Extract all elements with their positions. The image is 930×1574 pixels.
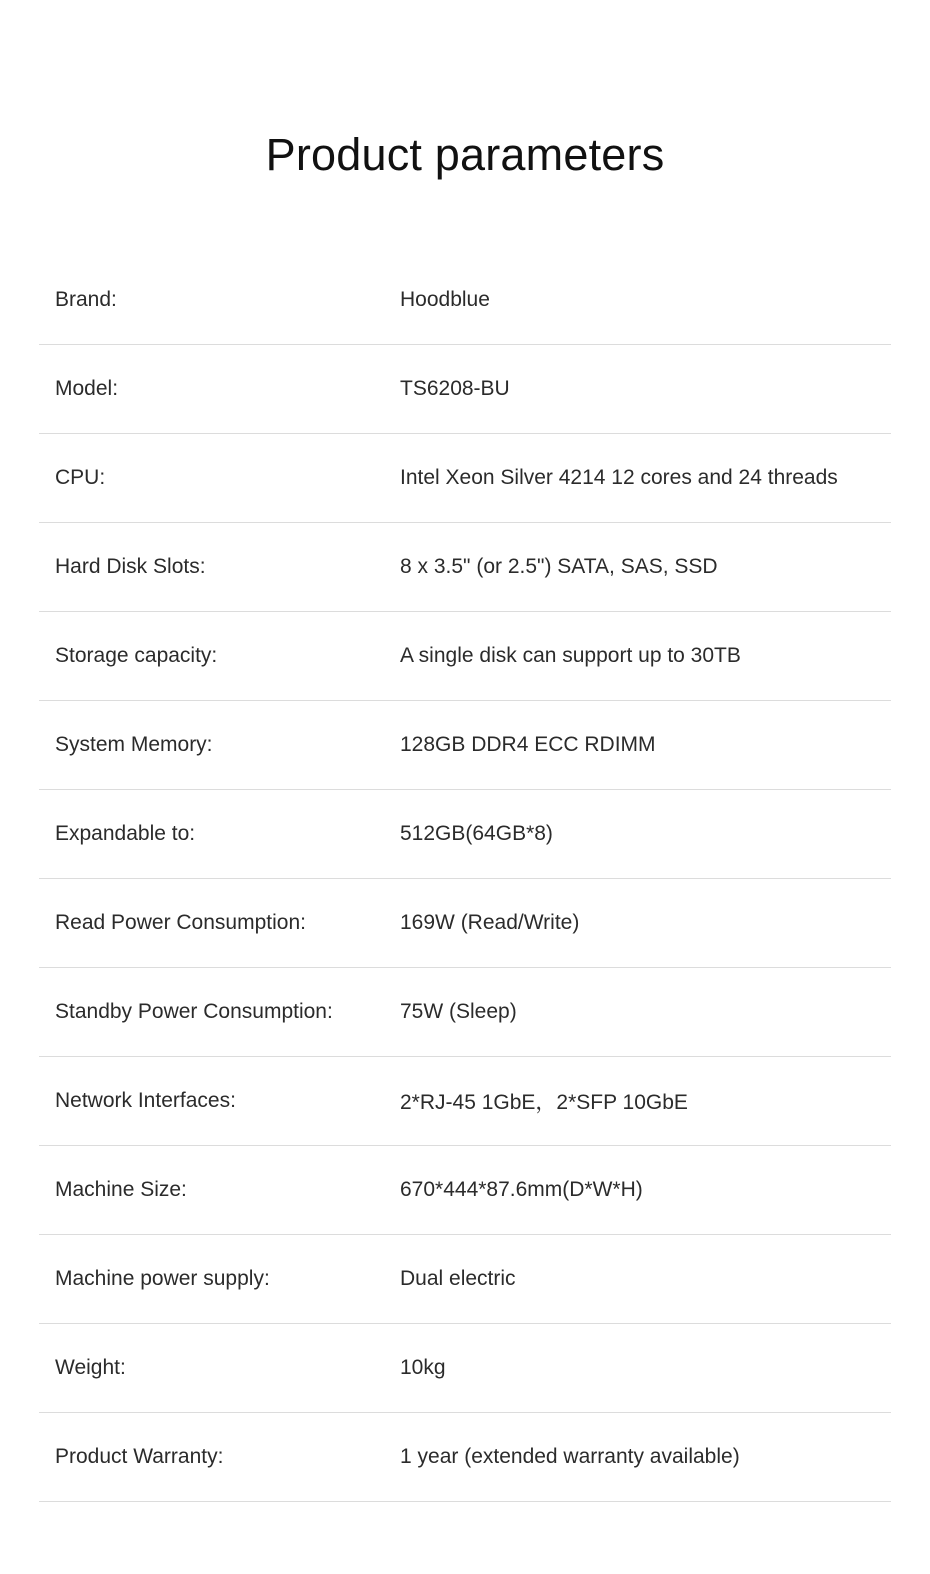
table-row bbox=[39, 1146, 891, 1235]
spec-value: 128GB DDR4 ECC RDIMM bbox=[400, 701, 891, 790]
spec-label: Model: bbox=[39, 345, 400, 434]
specifications-table-body bbox=[39, 256, 891, 1502]
table-row bbox=[39, 879, 891, 968]
specifications-table bbox=[39, 256, 891, 1502]
spec-value: 8 x 3.5" (or 2.5") SATA, SAS, SSD bbox=[400, 523, 891, 612]
table-row bbox=[39, 1235, 891, 1324]
spec-label: Machine Size: bbox=[39, 1146, 400, 1235]
spec-value: Intel Xeon Silver 4214 12 cores and 24 threads bbox=[400, 434, 891, 523]
spec-label: Hard Disk Slots: bbox=[39, 523, 400, 612]
spec-label: System Memory: bbox=[39, 701, 400, 790]
spec-value: 10kg bbox=[400, 1324, 891, 1413]
table-row bbox=[39, 1057, 891, 1146]
spec-value: 2*RJ-45 1GbE，2*SFP 10GbE bbox=[400, 1057, 891, 1146]
spec-label: Storage capacity: bbox=[39, 612, 400, 701]
spec-label: Read Power Consumption: bbox=[39, 879, 400, 968]
table-row bbox=[39, 1324, 891, 1413]
table-row bbox=[39, 612, 891, 701]
spec-value: 75W (Sleep) bbox=[400, 968, 891, 1057]
table-row bbox=[39, 1413, 891, 1502]
page-title: Product parameters bbox=[265, 129, 665, 180]
table-row bbox=[39, 968, 891, 1057]
spec-value: Hoodblue bbox=[400, 256, 891, 345]
spec-label: Standby Power Consumption: bbox=[39, 968, 400, 1057]
spec-value: A single disk can support up to 30TB bbox=[400, 612, 891, 701]
spec-label: Expandable to: bbox=[39, 790, 400, 879]
spec-value: TS6208-BU bbox=[400, 345, 891, 434]
table-row bbox=[39, 701, 891, 790]
table-row bbox=[39, 434, 891, 523]
spec-value: 1 year (extended warranty available) bbox=[400, 1413, 891, 1502]
spec-value: 169W (Read/Write) bbox=[400, 879, 891, 968]
spec-label: Product Warranty: bbox=[39, 1413, 400, 1502]
spec-label: Network Interfaces: bbox=[39, 1057, 400, 1146]
spec-label: CPU: bbox=[39, 434, 400, 523]
spec-label: Machine power supply: bbox=[39, 1235, 400, 1324]
table-row bbox=[39, 790, 891, 879]
spec-label: Weight: bbox=[39, 1324, 400, 1413]
spec-value: 670*444*87.6mm(D*W*H) bbox=[400, 1146, 891, 1235]
spec-label: Brand: bbox=[39, 256, 400, 345]
table-row bbox=[39, 256, 891, 345]
spec-value: Dual electric bbox=[400, 1235, 891, 1324]
table-row bbox=[39, 345, 891, 434]
table-row bbox=[39, 523, 891, 612]
spec-value: 512GB(64GB*8) bbox=[400, 790, 891, 879]
